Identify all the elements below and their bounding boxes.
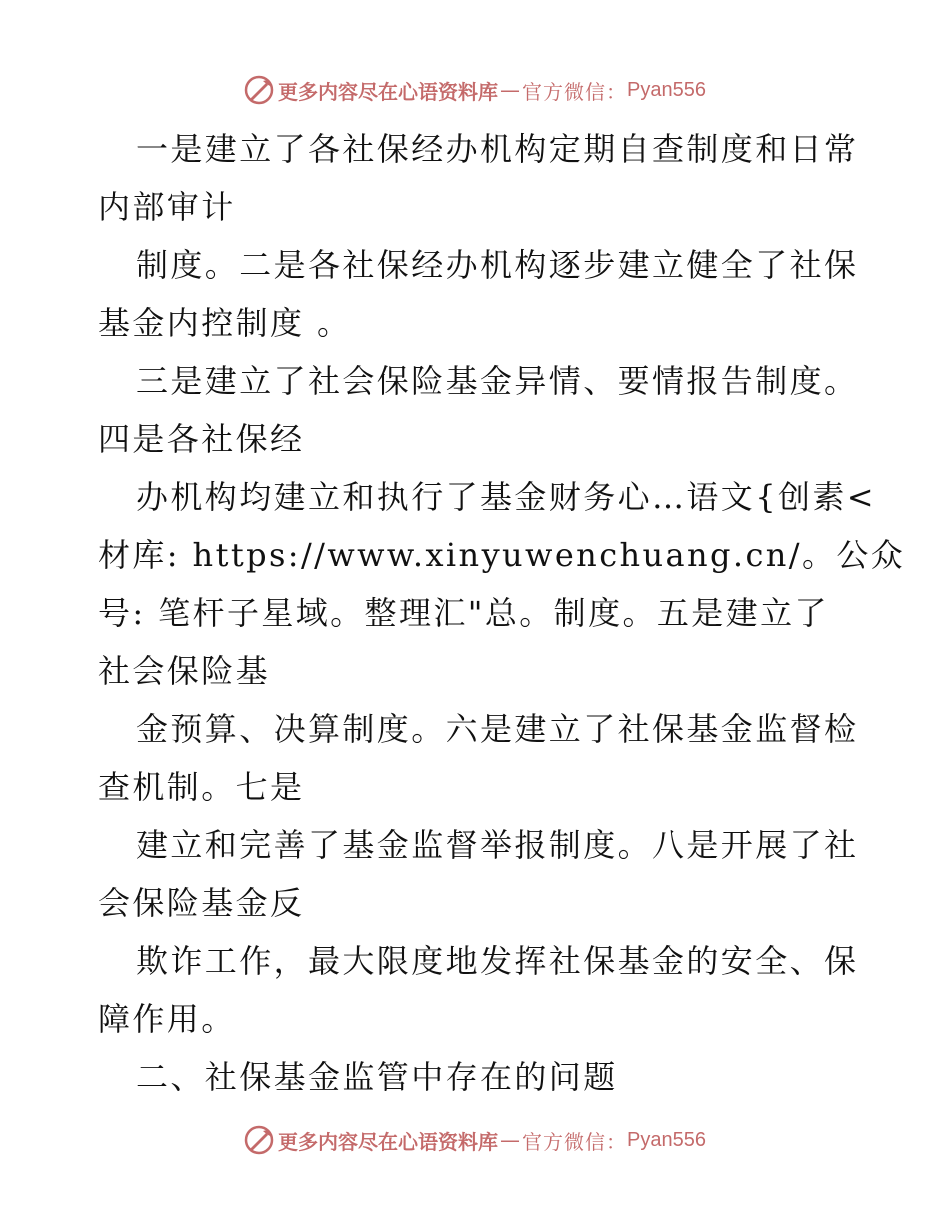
wechat-id: Pyan556	[627, 1128, 706, 1151]
brand-text: 更多内容尽在心语资料库	[278, 1129, 499, 1154]
text-line: 四是各社保经	[98, 420, 305, 458]
text-line: 欺诈工作，最大限度地发挥社保基金的安全、保	[136, 942, 859, 980]
section-heading: 二、社保基金监管中存在的问题	[136, 1058, 618, 1096]
text-line: 三是建立了社会保险基金异情、要情报告制度。	[136, 362, 859, 400]
banner-separator: —	[500, 78, 521, 102]
text-line: 材库: https://www.xinyuwenchuang.cn/。公众	[98, 536, 906, 574]
footer-watermark	[0, 1120, 950, 1160]
text-line: 一是建立了各社保经办机构定期自查制度和日常	[136, 130, 859, 168]
quill-logo-icon	[244, 1125, 274, 1155]
quill-logo-icon	[244, 75, 274, 105]
text-line: 会保险基金反	[98, 884, 305, 922]
wechat-label: 官方微信：	[522, 79, 628, 104]
wechat-label: 官方微信：	[522, 1129, 628, 1154]
text-line: 查机制。七是	[98, 768, 305, 806]
header-watermark	[0, 70, 950, 110]
text-line: 办机构均建立和执行了基金财务心…语文{创素<	[136, 478, 876, 516]
document-body	[98, 120, 906, 1106]
text-line: 制度。二是各社保经办机构逐步建立健全了社保	[136, 246, 859, 284]
text-line: 金预算、决算制度。六是建立了社保基金监督检	[136, 710, 859, 748]
banner-separator: —	[500, 1128, 521, 1152]
text-line: 基金内控制度 。	[98, 304, 352, 342]
brand-text: 更多内容尽在心语资料库	[278, 79, 499, 104]
text-line: 内部审计	[98, 188, 236, 226]
text-line: 障作用。	[98, 1000, 236, 1038]
wechat-id: Pyan556	[627, 78, 706, 101]
text-line: 社会保险基	[98, 652, 271, 690]
text-line: 建立和完善了基金监督举报制度。八是开展了社	[136, 826, 859, 864]
text-line: 号: 笔杆子星域。整理汇"总。制度。五是建立了	[98, 594, 829, 632]
